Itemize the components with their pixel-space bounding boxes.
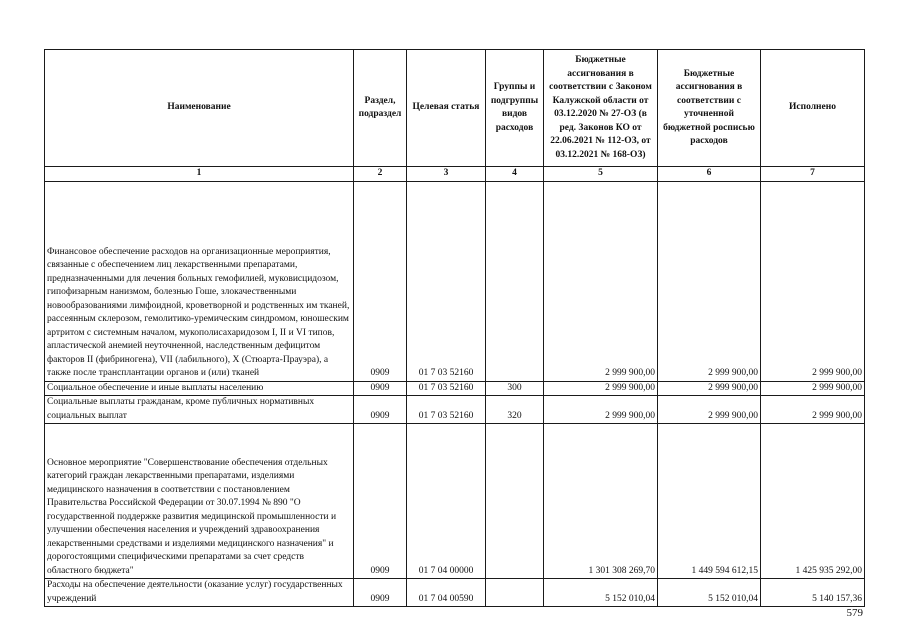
row-assigned-law: 2 999 900,00 <box>544 381 658 396</box>
row-group <box>486 181 544 381</box>
budget-table <box>44 49 865 607</box>
row-executed: 2 999 900,00 <box>761 181 865 381</box>
row-assigned-list: 2 999 900,00 <box>658 181 761 381</box>
col-number: 6 <box>658 167 761 182</box>
row-group <box>486 424 544 579</box>
col-header-groups: Группы и подгруппы видов расходов <box>486 50 544 167</box>
col-number: 1 <box>45 167 354 182</box>
row-target: 01 7 04 00000 <box>407 424 486 579</box>
row-section: 0909 <box>354 396 407 424</box>
row-executed: 2 999 900,00 <box>761 381 865 396</box>
row-section: 0909 <box>354 381 407 396</box>
table-row <box>45 579 865 607</box>
row-name: Социальное обеспечение и иные выплаты населению <box>45 381 354 396</box>
row-assigned-law: 5 152 010,04 <box>544 579 658 607</box>
row-executed: 2 999 900,00 <box>761 396 865 424</box>
row-group: 300 <box>486 381 544 396</box>
table-row <box>45 396 865 424</box>
row-group <box>486 579 544 607</box>
row-assigned-list: 2 999 900,00 <box>658 381 761 396</box>
col-number: 4 <box>486 167 544 182</box>
row-section: 0909 <box>354 424 407 579</box>
row-name: Основное мероприятие "Совершенствование обеспечения отдельных категорий граждан лекарственными препаратами, изделиями медицинского назначения в соответствии с постановлением Правительства Российской Федерации от 30.07.1994 № 890 "О государственной поддержке развития медицинской промышленности и улучшении обеспечения населения и учреждений здравоохранения лекарственными средствами и изделиями медицинского назначения" и дорогостоящими специфическими препаратами за счет средств областного бюджета" <box>45 424 354 579</box>
col-number: 7 <box>761 167 865 182</box>
row-assigned-list: 2 999 900,00 <box>658 396 761 424</box>
row-assigned-list: 1 449 594 612,15 <box>658 424 761 579</box>
col-header-section: Раздел, подраздел <box>354 50 407 167</box>
table-row <box>45 381 865 396</box>
col-header-target: Целевая статья <box>407 50 486 167</box>
row-group: 320 <box>486 396 544 424</box>
col-header-assigned-list: Бюджетные ассигнования в соответствии с уточненной бюджетной росписью расходов <box>658 50 761 167</box>
row-target: 01 7 03 52160 <box>407 181 486 381</box>
row-assigned-law: 2 999 900,00 <box>544 396 658 424</box>
row-assigned-list: 5 152 010,04 <box>658 579 761 607</box>
row-target: 01 7 03 52160 <box>407 396 486 424</box>
row-assigned-law: 2 999 900,00 <box>544 181 658 381</box>
row-target: 01 7 03 52160 <box>407 381 486 396</box>
row-name: Расходы на обеспечение деятельности (оказание услуг) государственных учреждений <box>45 579 354 607</box>
row-executed: 5 140 157,36 <box>761 579 865 607</box>
row-executed: 1 425 935 292,00 <box>761 424 865 579</box>
col-number: 3 <box>407 167 486 182</box>
row-name: Социальные выплаты гражданам, кроме публичных нормативных социальных выплат <box>45 396 354 424</box>
table-row <box>45 181 865 381</box>
page-number: 579 <box>846 607 863 619</box>
col-number: 5 <box>544 167 658 182</box>
row-section: 0909 <box>354 181 407 381</box>
col-header-executed: Исполнено <box>761 50 865 167</box>
row-section: 0909 <box>354 579 407 607</box>
row-name: Финансовое обеспечение расходов на организационные мероприятия, связанные с обеспечением лиц лекарственными препаратами, предназначенными для лечения больных гемофилией, муковисцидозом, гипофизарным нанизмом, болезнью Гоше, злокачественными новообразованиями лимфоидной, кроветворной и родственных им тканей, рассеянным склерозом, гемолитико-уремическим синдромом, юношеским артритом с системным началом, мукополисахаридозом I, II и VI типов, апластической анемией неуточненной, наследственным дефицитом факторов II (фибриногена), VII (лабильного), X (Стюарта-Прауэра), а также после трансплантации органов и (или) тканей <box>45 181 354 381</box>
row-assigned-law: 1 301 308 269,70 <box>544 424 658 579</box>
header-row <box>45 50 865 167</box>
column-number-row <box>45 167 865 182</box>
col-number: 2 <box>354 167 407 182</box>
col-header-name: Наименование <box>45 50 354 167</box>
row-target: 01 7 04 00590 <box>407 579 486 607</box>
table-row <box>45 424 865 579</box>
col-header-assigned-law: Бюджетные ассигнования в соответствии с Законом Калужской области от 03.12.2020 № 27-ОЗ (в ред. Законов КО от 22.06.2021 № 112-ОЗ, от 03.12.2021 № 168-ОЗ) <box>544 50 658 167</box>
